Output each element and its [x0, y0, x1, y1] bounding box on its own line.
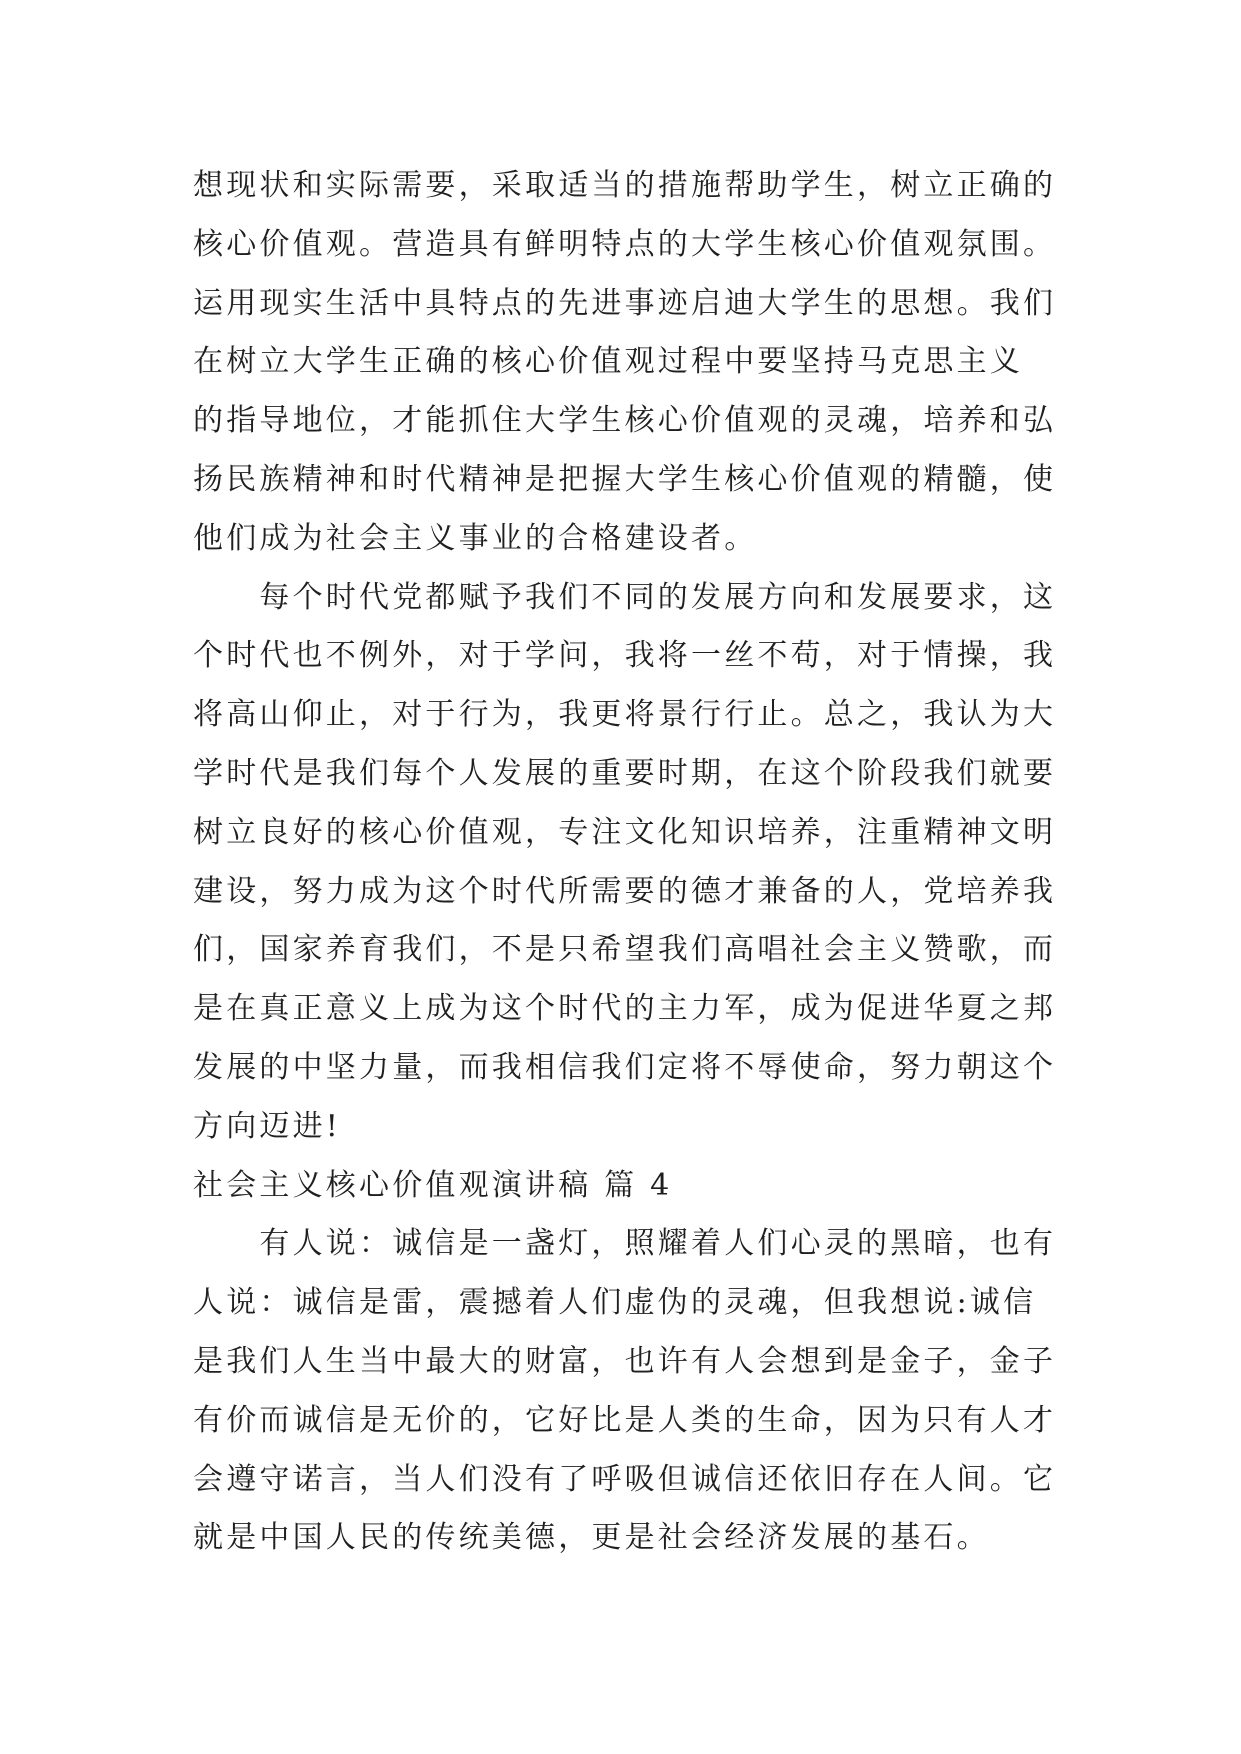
text-line: 想现状和实际需要，采取适当的措施帮助学生，树立正确的	[193, 168, 1057, 203]
text-line: 核心价值观。营造具有鲜明特点的大学生核心价值观氛围。	[193, 226, 1057, 262]
text-line: 将高山仰止，对于行为，我更将景行行止。总之，我认为大	[193, 697, 1057, 733]
text-line: 建设，努力成为这个时代所需要的德才兼备的人，党培养我	[193, 873, 1057, 909]
text-line: 扬民族精神和时代精神是把握大学生核心价值观的精髓，使	[193, 461, 1057, 497]
text-line: 在树立大学生正确的核心价值观过程中要坚持马克思主义	[193, 344, 1023, 380]
document-body	[193, 157, 1093, 1568]
text-line: 有价而诚信是无价的，它好比是人类的生命，因为只有人才	[193, 1402, 1057, 1438]
text-line: 是在真正意义上成为这个时代的主力军，成为促进华夏之邦	[193, 991, 1057, 1027]
text-line: 方向迈进!	[193, 1108, 342, 1144]
text-line: 有人说：诚信是一盏灯，照耀着人们心灵的黑暗，也有	[259, 1226, 1057, 1262]
text-line: 是我们人生当中最大的财富，也许有人会想到是金子，金子	[193, 1343, 1057, 1379]
text-line: 的指导地位，才能抓住大学生核心价值观的灵魂，培养和弘	[193, 403, 1057, 439]
text-line: 们，国家养育我们，不是只希望我们高唱社会主义赞歌，而	[193, 932, 1057, 968]
text-line: 发展的中坚力量，而我相信我们定将不辱使命，努力朝这个	[193, 1049, 1057, 1085]
text-line: 就是中国人民的传统美德，更是社会经济发展的基石。	[193, 1520, 990, 1556]
section-heading: 社会主义核心价值观演讲稿 篇 4	[193, 1167, 673, 1203]
text-line: 他们成为社会主义事业的合格建设者。	[193, 520, 758, 556]
text-line: 树立良好的核心价值观，专注文化知识培养，注重精神文明	[193, 814, 1057, 850]
text-line: 人说：诚信是雷，震撼着人们虚伪的灵魂，但我想说:诚信	[193, 1285, 1037, 1321]
paragraph	[193, 1215, 1093, 1568]
text-line: 学时代是我们每个人发展的重要时期，在这个阶段我们就要	[193, 755, 1057, 791]
text-line: 每个时代党都赋予我们不同的发展方向和发展要求，这	[259, 579, 1057, 615]
paragraph	[193, 569, 1093, 1157]
text-line: 会遵守诺言，当人们没有了呼吸但诚信还依旧存在人间。它	[193, 1461, 1057, 1497]
paragraph	[193, 157, 1093, 569]
text-line: 个时代也不例外，对于学问，我将一丝不苟，对于情操，我	[193, 638, 1057, 674]
text-line: 运用现实生活中具特点的先进事迹启迪大学生的思想。我们	[193, 285, 1057, 321]
